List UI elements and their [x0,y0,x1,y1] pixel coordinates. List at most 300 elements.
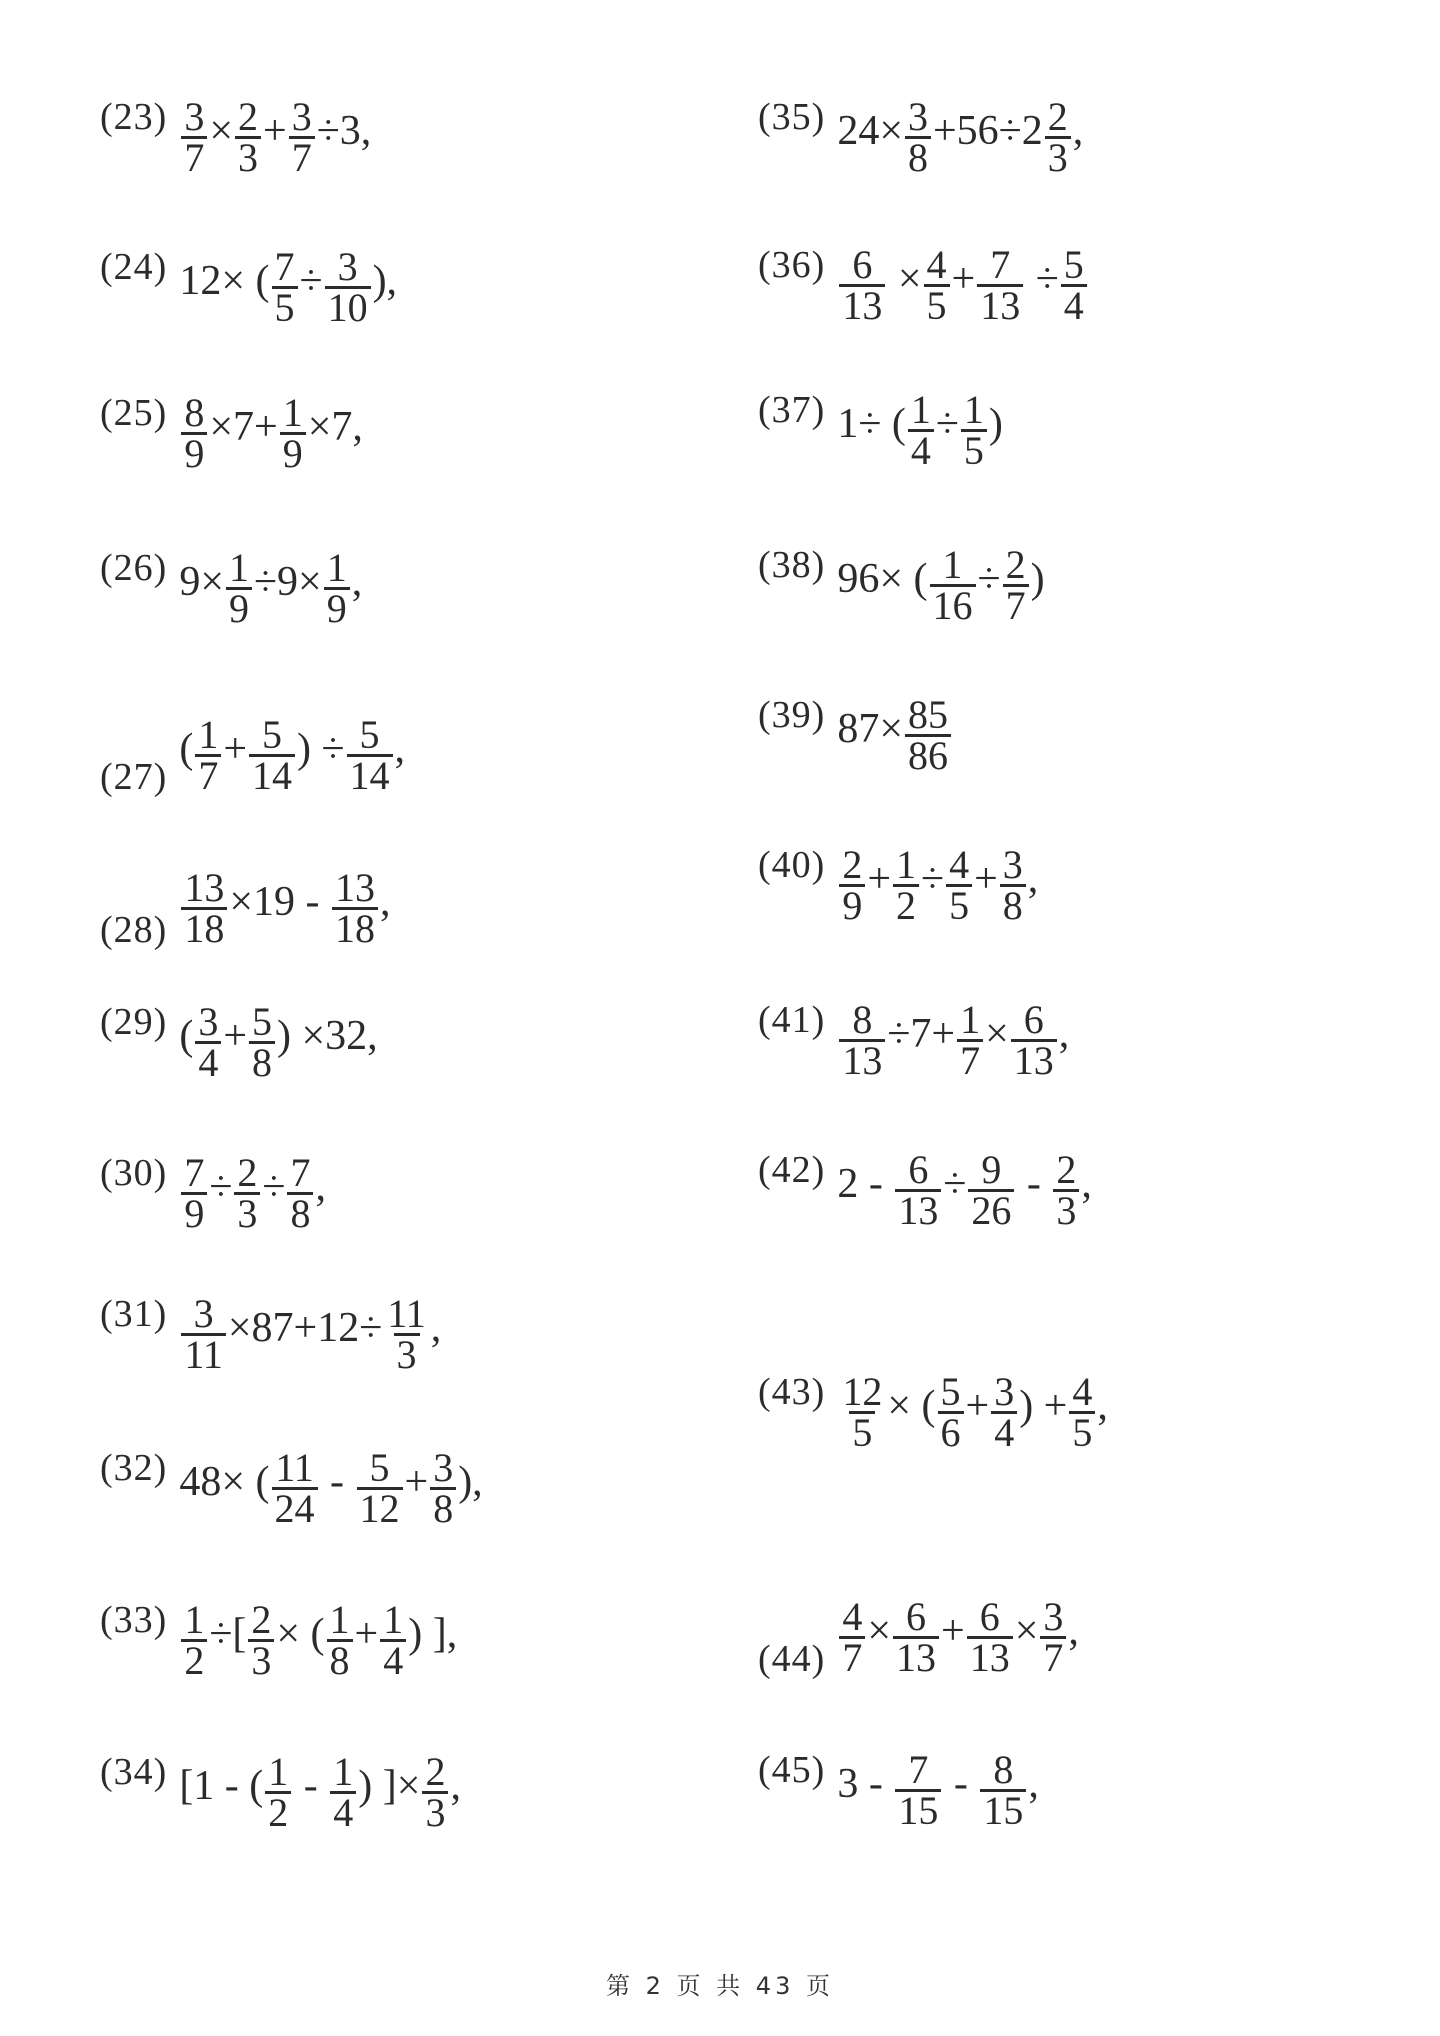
fraction [430,1444,456,1531]
fraction-denominator: 7 [957,1039,983,1080]
problem-expression [179,389,363,476]
fraction [272,243,298,330]
expression-text: ÷9× [254,559,322,605]
expression-text: , [380,879,391,925]
fraction-numerator: 7 [908,1746,929,1792]
fraction-numerator: 12 [842,1368,883,1414]
fraction [938,1368,964,1455]
problem-number: (41) [758,999,826,1041]
expression-text: + [404,1459,429,1505]
problem-row [100,1748,461,1835]
problem-row [758,1146,1092,1233]
fraction-denominator: 4 [380,1639,406,1680]
fraction-numerator: 5 [262,711,282,757]
expression-text: ) ×32, [277,1013,378,1059]
problem-expression [179,1444,483,1531]
fraction-denominator: 9 [280,432,306,473]
fraction-denominator: 9 [226,587,252,628]
expression-text: - [319,1459,355,1505]
fraction-numerator: 13 [335,864,375,910]
expression-text: ÷ [943,1161,967,1207]
fraction-denominator: 5 [849,1411,875,1452]
expression-text: + [951,256,976,302]
fraction [980,1746,1026,1833]
fraction-denominator: 4 [195,1041,221,1082]
expression-text: , [394,726,406,772]
expression-text: ×7, [307,404,363,450]
fraction-denominator: 10 [325,286,371,327]
expression-text: ) ], [408,1611,458,1657]
problem-expression [837,1146,1092,1233]
fraction-numerator: 2 [425,1748,446,1794]
fraction [1011,996,1057,1083]
fraction-denominator: 15 [980,1789,1026,1830]
fraction-denominator: 8 [287,1192,313,1233]
fraction [839,841,865,928]
expression-text: 24× [837,108,903,154]
problem-expression [179,1596,458,1683]
fraction-denominator: 13 [839,1039,885,1080]
fraction-numerator: 6 [852,241,873,287]
fraction-numerator: 4 [842,1593,863,1639]
expression-text: ) + [1019,1383,1068,1429]
fraction [839,1368,885,1455]
problem-row [758,541,1045,628]
problem-expression [837,841,1039,928]
fraction [893,841,919,928]
expression-text: + [974,856,998,902]
problem-row [100,544,363,631]
fraction [839,996,885,1083]
expression-text: × [209,108,233,154]
expression-text: ) [988,401,1003,447]
fraction-denominator: 18 [181,907,227,948]
fraction-denominator: 7 [1003,584,1029,625]
fraction-numerator: 2 [238,93,258,139]
expression-text: ÷ [977,556,1001,602]
problem-expression [179,711,406,798]
expression-text: , [1081,1161,1092,1207]
fraction [893,1593,939,1680]
problem-row [100,1444,483,1531]
fraction-numerator: 6 [906,1593,926,1639]
fraction-denominator: 3 [234,1192,260,1233]
expression-text: 1÷ ( [837,401,906,447]
expression-text: × [985,1011,1009,1057]
expression-text: - [943,1761,979,1807]
fraction-numerator: 1 [184,1596,205,1642]
problem-row [758,1746,1039,1833]
fraction-numerator: 11 [275,1444,314,1490]
fraction [908,386,934,473]
fraction-numerator: 1 [333,1748,354,1794]
fraction [839,1593,865,1680]
fraction-numerator: 5 [252,998,272,1044]
fraction-numerator: 1 [282,389,303,435]
expression-text: × [1014,1608,1039,1654]
problem-expression [179,998,378,1085]
fraction-denominator: 9 [839,884,865,925]
problem-row [100,864,391,951]
fraction [1040,1593,1066,1680]
fraction [272,1444,318,1531]
fraction-numerator: 6 [908,1146,929,1192]
fraction [924,241,950,328]
fraction-numerator: 7 [290,1149,311,1195]
fraction-numerator: 2 [1047,93,1068,139]
problem-number: (28) [100,909,168,951]
fraction [839,241,885,328]
expression-text: ÷ [1025,256,1059,302]
problem-number: (31) [100,1293,168,1335]
page-footer: 第 2 页 共 43 页 [606,1972,834,2000]
fraction [380,1596,406,1683]
fraction [289,93,315,180]
fraction [1053,1146,1079,1233]
expression-text: , [1058,1011,1070,1057]
problem-row [100,243,398,330]
expression-text: [1 - ( [179,1763,264,1809]
fraction-denominator: 13 [893,1636,939,1677]
expression-text: ÷ [209,1164,233,1210]
expression-text: ), [458,1459,483,1505]
fraction-numerator: 4 [926,241,947,287]
problem-expression [837,241,1088,328]
fraction-numerator: 2 [1056,1146,1077,1192]
fraction-numerator: 5 [940,1368,961,1414]
fraction [905,691,951,778]
expression-text: ×19 - [229,879,330,925]
expression-text: +56÷2 [933,108,1043,154]
problem-row [100,1290,442,1377]
fraction [195,998,221,1085]
fraction-numerator: 3 [1043,1593,1064,1639]
fraction-denominator: 24 [272,1487,318,1528]
problem-number: (36) [758,244,826,286]
fraction [991,1368,1017,1455]
fraction-denominator: 8 [1000,884,1026,925]
fraction-denominator: 26 [968,1189,1014,1230]
fraction [968,1146,1014,1233]
expression-text: ÷[ [209,1611,247,1657]
problem-row [100,389,363,476]
fraction-denominator: 11 [181,1333,226,1374]
fraction-denominator: 4 [330,1791,356,1832]
fraction-denominator: 13 [967,1636,1013,1677]
expression-text: , [1072,108,1084,154]
fraction [957,996,983,1083]
fraction [248,1596,274,1683]
fraction-numerator: 8 [184,389,205,435]
problem-number: (40) [758,844,826,886]
problem-number: (25) [100,392,168,434]
fraction-numerator: 1 [268,1748,289,1794]
fraction-denominator: 5 [924,284,950,325]
fraction [347,711,393,798]
expression-text: 96× ( [837,556,928,602]
problem-number: (24) [100,246,168,288]
fraction [422,1748,448,1835]
expression-text: 12× ( [179,258,270,304]
expression-text: 3 - [837,1761,894,1807]
fraction-numerator: 1 [963,386,984,432]
fraction-numerator: 2 [237,1149,258,1195]
problem-number: (39) [758,694,826,736]
fraction-denominator: 14 [249,754,295,795]
problem-expression [179,864,391,951]
expression-text: + [223,1013,247,1059]
expression-text: ÷ [299,258,323,304]
fraction-denominator: 2 [893,884,919,925]
fraction [967,1593,1013,1680]
fraction-numerator: 3 [193,1290,214,1336]
expression-text: + [354,1611,379,1657]
fraction-denominator: 7 [195,754,221,795]
problem-expression [837,996,1070,1083]
fraction [327,1596,353,1683]
problem-expression [179,1748,461,1835]
problem-expression [837,1593,1079,1680]
expression-text: - [293,1763,329,1809]
fraction-denominator: 15 [895,1789,941,1830]
fraction-numerator: 2 [842,841,863,887]
expression-text: , [1028,1761,1039,1807]
fraction [1003,541,1029,628]
fraction-denominator: 7 [839,1636,865,1677]
fraction-numerator: 2 [1005,541,1026,587]
problem-number: (45) [758,1749,826,1791]
fraction-denominator: 5 [272,286,298,327]
fraction-numerator: 7 [274,243,295,289]
problem-number: (30) [100,1152,168,1194]
expression-text: , [1097,1383,1108,1429]
problem-expression [179,1149,326,1236]
fraction [234,1149,260,1236]
fraction-denominator: 13 [977,284,1023,325]
fraction-denominator: 7 [1040,1636,1066,1677]
fraction [1069,1368,1095,1455]
problem-number: (27) [100,756,168,798]
fraction-numerator: 2 [251,1596,272,1642]
problem-expression [837,1368,1108,1455]
fraction-numerator: 1 [229,544,249,590]
expression-text: - [1016,1161,1052,1207]
fraction-denominator: 9 [181,1192,207,1233]
fraction-denominator: 7 [181,136,207,177]
expression-text: , [1068,1608,1079,1654]
problem-row [100,711,406,798]
problem-number: (26) [100,547,168,589]
fraction-denominator: 13 [895,1189,941,1230]
fraction [181,1596,207,1683]
fraction-numerator: 1 [329,1596,350,1642]
fraction-denominator: 8 [905,136,931,177]
fraction [324,544,350,631]
fraction-numerator: 4 [1072,1368,1093,1414]
fraction-numerator: 3 [1002,841,1023,887]
fraction [1000,841,1026,928]
fraction-denominator: 5 [1069,1411,1095,1452]
fraction-denominator: 2 [181,1639,207,1680]
expression-text: , [450,1763,461,1809]
fraction [195,711,221,798]
problem-expression [837,93,1084,180]
problem-row [758,996,1070,1083]
expression-text: ×7+ [209,404,278,450]
fraction-denominator: 5 [961,429,987,470]
fraction-denominator: 14 [347,754,393,795]
problem-expression [837,386,1003,473]
problem-row [758,1593,1079,1680]
fraction-denominator: 3 [1053,1189,1079,1230]
fraction-numerator: 5 [369,1444,390,1490]
problem-row [758,386,1003,473]
expression-text: ÷7+ [887,1011,956,1057]
fraction-numerator: 5 [359,711,380,757]
problem-number: (42) [758,1149,826,1191]
fraction-numerator: 1 [896,841,916,887]
fraction-denominator: 16 [930,584,976,625]
fraction-numerator: 8 [993,1746,1014,1792]
fraction-denominator: 9 [181,432,207,473]
expression-text: + [941,1608,965,1654]
fraction-denominator: 4 [991,1411,1017,1452]
problem-number: (23) [100,96,168,138]
expression-text: ×87+12÷ [227,1305,383,1351]
fraction-numerator: 1 [383,1596,404,1642]
fraction-numerator: 7 [184,1149,205,1195]
expression-text: ) [1030,556,1045,602]
problem-row [758,1368,1108,1455]
fraction-numerator: 3 [994,1368,1015,1414]
fraction-denominator: 8 [249,1041,275,1082]
fraction-numerator: 1 [942,541,963,587]
fraction [325,243,371,330]
fraction [287,1149,313,1236]
fraction-numerator: 3 [908,93,928,139]
expression-text: ÷ [935,401,959,447]
fraction-numerator: 3 [433,1444,454,1490]
fraction-numerator: 3 [184,93,205,139]
expression-text: ), [372,258,398,304]
fraction-numerator: 8 [852,996,873,1042]
fraction-numerator: 7 [990,241,1011,287]
fraction [235,93,261,180]
fraction-denominator: 9 [324,587,350,628]
fraction-denominator: 3 [248,1639,274,1680]
fraction-numerator: 3 [337,243,358,289]
fraction [181,1290,226,1377]
fraction [357,1444,403,1531]
expression-text: 48× ( [179,1459,270,1505]
fraction-denominator: 5 [946,884,972,925]
fraction [181,1149,207,1236]
fraction [930,541,976,628]
expression-text: × ( [276,1611,325,1657]
expression-text: ) ÷ [297,726,345,772]
fraction [895,1746,941,1833]
expression-text: , [430,1305,442,1351]
expression-text: + [867,856,891,902]
problem-row [100,1596,458,1683]
fraction [384,1290,429,1377]
fraction-denominator: 3 [422,1791,448,1832]
problem-expression [837,541,1045,628]
expression-text: , [1027,856,1039,902]
problem-number: (29) [100,1001,168,1043]
problem-row [758,841,1039,928]
fraction [977,241,1023,328]
problem-row [100,93,372,180]
problem-expression [179,1290,442,1377]
expression-text: 2 - [837,1161,894,1207]
problem-expression [179,544,363,631]
fraction [330,1748,356,1835]
expression-text: ÷3, [316,108,372,154]
fraction [181,864,227,951]
fraction [280,389,306,476]
problem-expression [179,93,372,180]
fraction [332,864,378,951]
problem-number: (38) [758,544,826,586]
problem-row [100,998,378,1085]
fraction [961,386,987,473]
fraction-numerator: 1 [198,711,219,757]
fraction-denominator: 8 [327,1639,353,1680]
fraction-numerator: 6 [979,1593,1000,1639]
expression-text: 87× [837,706,903,752]
problem-expression [837,1746,1039,1833]
fraction-denominator: 8 [430,1487,456,1528]
fraction-denominator: 7 [289,136,315,177]
fraction-denominator: 2 [265,1791,291,1832]
expression-text: 9× [179,559,224,605]
fraction [249,998,275,1085]
fraction-denominator: 3 [1045,136,1071,177]
fraction [895,1146,941,1233]
fraction-denominator: 13 [1011,1039,1057,1080]
problem-row [758,691,953,778]
problem-number: (32) [100,1447,168,1489]
fraction-denominator: 4 [1061,284,1087,325]
expression-text: + [263,108,287,154]
expression-text: ÷ [921,856,945,902]
fraction-numerator: 3 [291,93,312,139]
fraction [265,1748,291,1835]
fraction-numerator: 13 [184,864,225,910]
expression-text: , [315,1164,326,1210]
fraction-denominator: 12 [357,1487,403,1528]
fraction-numerator: 6 [1023,996,1044,1042]
fraction [181,389,207,476]
expression-text: ) ]× [358,1763,421,1809]
fraction-denominator: 3 [235,136,261,177]
fraction-denominator: 4 [908,429,934,470]
expression-text: ( [179,726,194,772]
expression-text: × [887,256,922,302]
fraction [226,544,252,631]
problem-number: (33) [100,1599,168,1641]
problem-expression [837,691,953,778]
fraction-denominator: 3 [394,1333,420,1374]
fraction-numerator: 5 [1063,241,1084,287]
fraction [249,711,295,798]
problem-row [758,241,1089,328]
fraction-numerator: 1 [960,996,981,1042]
expression-text: + [965,1383,990,1429]
fraction [1045,93,1071,180]
fraction-numerator: 11 [387,1290,426,1336]
